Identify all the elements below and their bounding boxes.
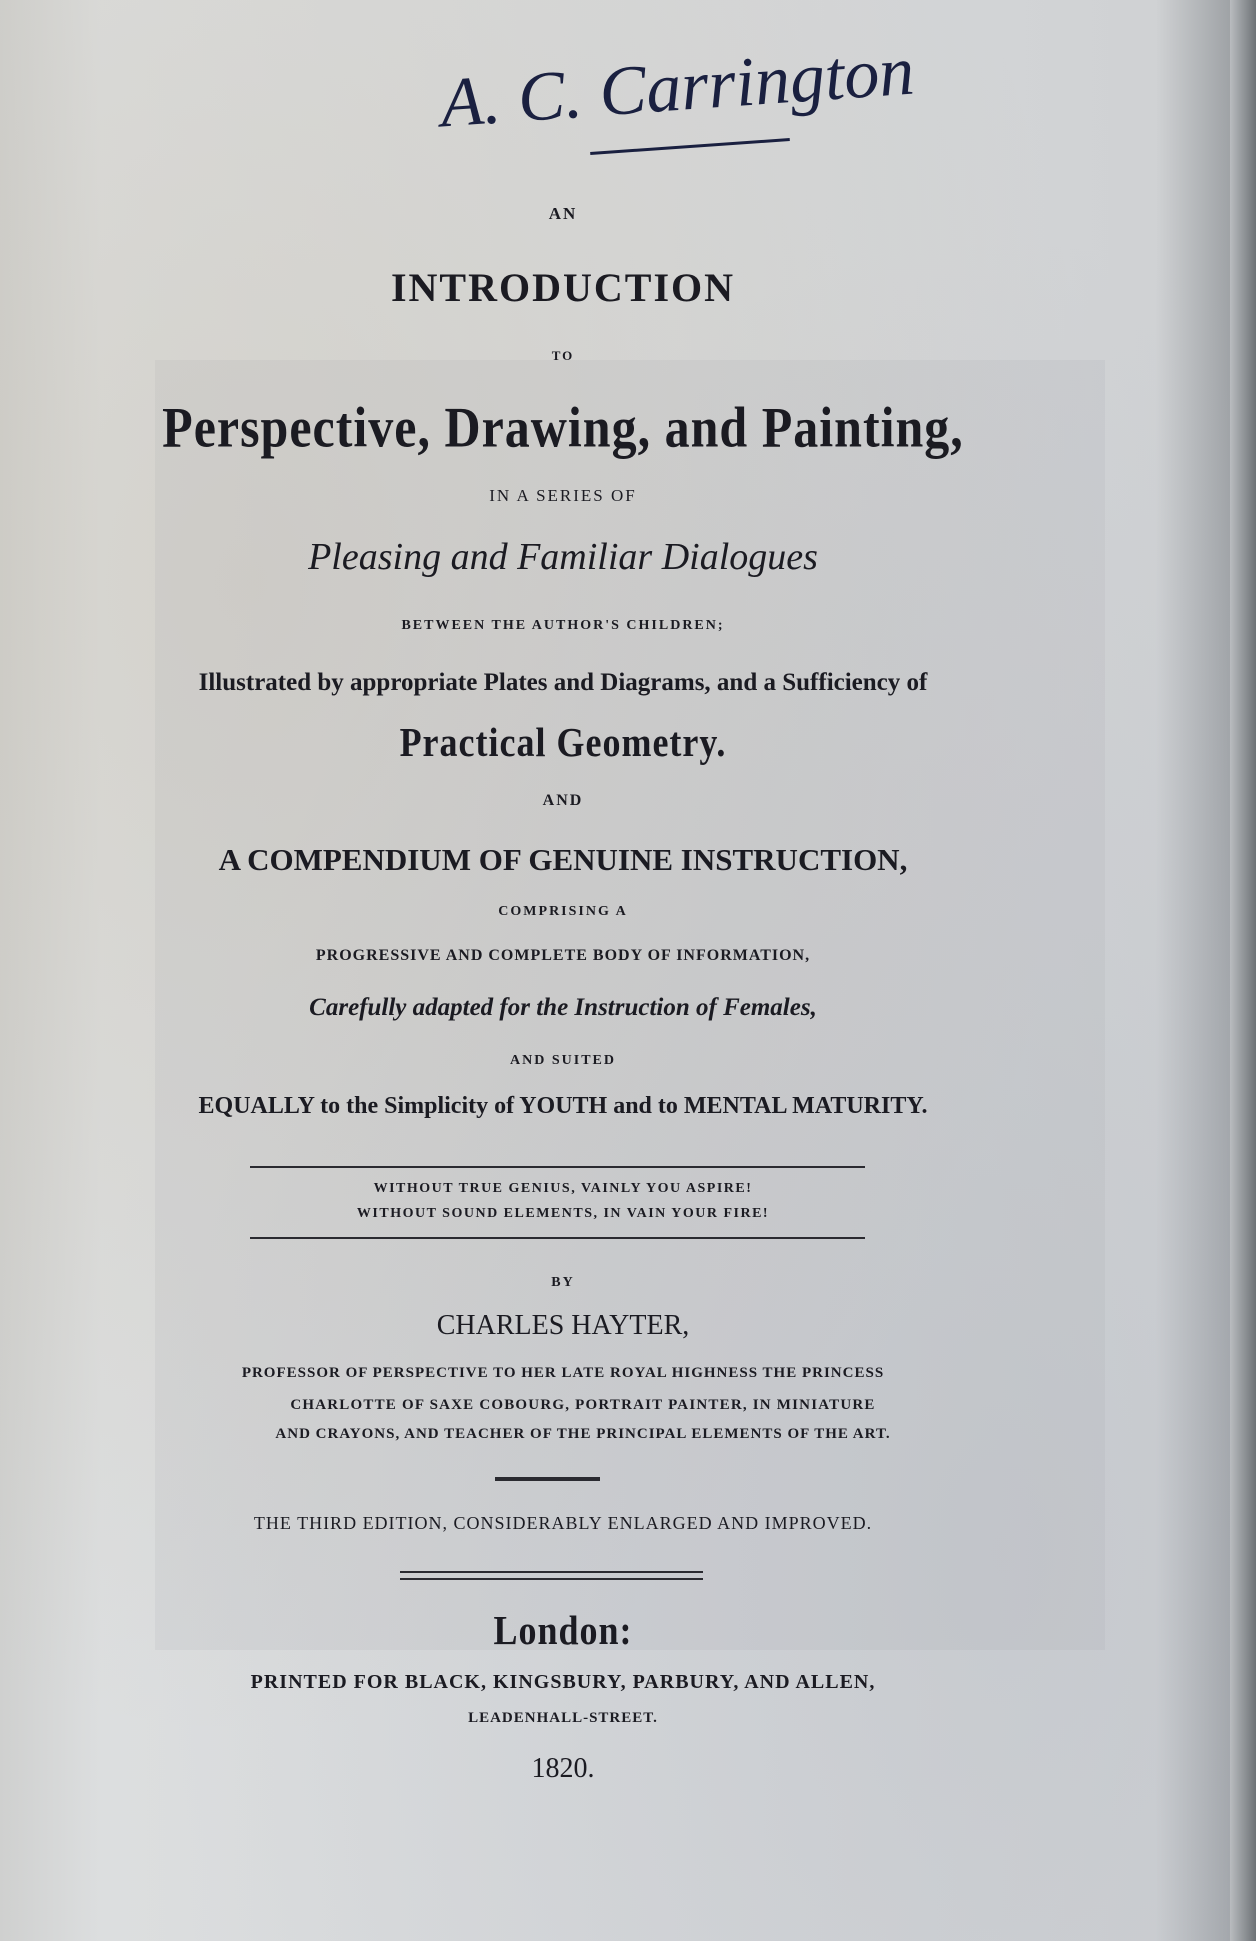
title-to: TO bbox=[551, 348, 575, 363]
short-rule bbox=[495, 1477, 600, 1481]
title-comprising: COMPRISING A bbox=[498, 904, 628, 919]
imprint-street: LEADENHALL-STREET. bbox=[468, 1710, 658, 1726]
author-credentials-2: CHARLOTTE OF SAXE COBOURG, PORTRAIT PAINTER, IN MINIATURE bbox=[290, 1397, 876, 1413]
main-title: Perspective, Drawing, and Painting, bbox=[162, 394, 964, 460]
handwritten-signature: A. C. Carrington bbox=[437, 32, 917, 143]
title-equally: EQUALLY to the Simplicity of YOUTH and to MENTAL MATURITY. bbox=[198, 1093, 928, 1119]
author-name: CHARLES HAYTER, bbox=[436, 1310, 690, 1341]
title-progressive: PROGRESSIVE AND COMPLETE BODY OF INFORMATION, bbox=[315, 947, 811, 964]
rule-bottom bbox=[250, 1237, 865, 1239]
title-introduction: INTRODUCTION bbox=[390, 265, 736, 310]
rule-top bbox=[250, 1166, 865, 1168]
double-rule-1 bbox=[400, 1571, 703, 1573]
imprint-year: 1820. bbox=[531, 1753, 595, 1784]
author-credentials-1: PROFESSOR OF PERSPECTIVE TO HER LATE ROYAL HIGHNESS THE PRINCESS bbox=[241, 1365, 885, 1381]
title-an: AN bbox=[548, 204, 578, 223]
title-geometry: Practical Geometry. bbox=[399, 719, 727, 765]
author-credentials-3: AND CRAYONS, AND TEACHER OF THE PRINCIPAL ELEMENTS OF THE ART. bbox=[275, 1426, 891, 1442]
title-compendium: A COMPENDIUM OF GENUINE INSTRUCTION, bbox=[218, 842, 908, 877]
title-suited: AND SUITED bbox=[510, 1053, 616, 1068]
motto-line-1: WITHOUT TRUE GENIUS, VAINLY YOU ASPIRE! bbox=[373, 1181, 753, 1196]
motto-line-2: WITHOUT SOUND ELEMENTS, IN VAIN YOUR FIRE! bbox=[356, 1206, 770, 1221]
page-edge bbox=[1230, 0, 1256, 1941]
title-and: AND bbox=[542, 792, 584, 809]
title-dialogues: Pleasing and Familiar Dialogues bbox=[308, 536, 818, 578]
author-by: BY bbox=[551, 1275, 575, 1290]
edition: THE THIRD EDITION, CONSIDERABLY ENLARGED AND IMPROVED. bbox=[253, 1513, 873, 1533]
double-rule-2 bbox=[400, 1578, 703, 1580]
title-illustrated: Illustrated by appropriate Plates and Diagrams, and a Sufficiency of bbox=[198, 669, 928, 696]
imprint-city: London: bbox=[493, 1607, 633, 1653]
title-carefully: Carefully adapted for the Instruction of Females, bbox=[309, 994, 817, 1021]
title-series: IN A SERIES OF bbox=[489, 486, 637, 505]
signature-underline bbox=[590, 138, 790, 155]
title-between: BETWEEN THE AUTHOR'S CHILDREN; bbox=[401, 618, 725, 633]
imprint-printer: PRINTED FOR BLACK, KINGSBURY, PARBURY, AND ALLEN, bbox=[250, 1671, 876, 1693]
